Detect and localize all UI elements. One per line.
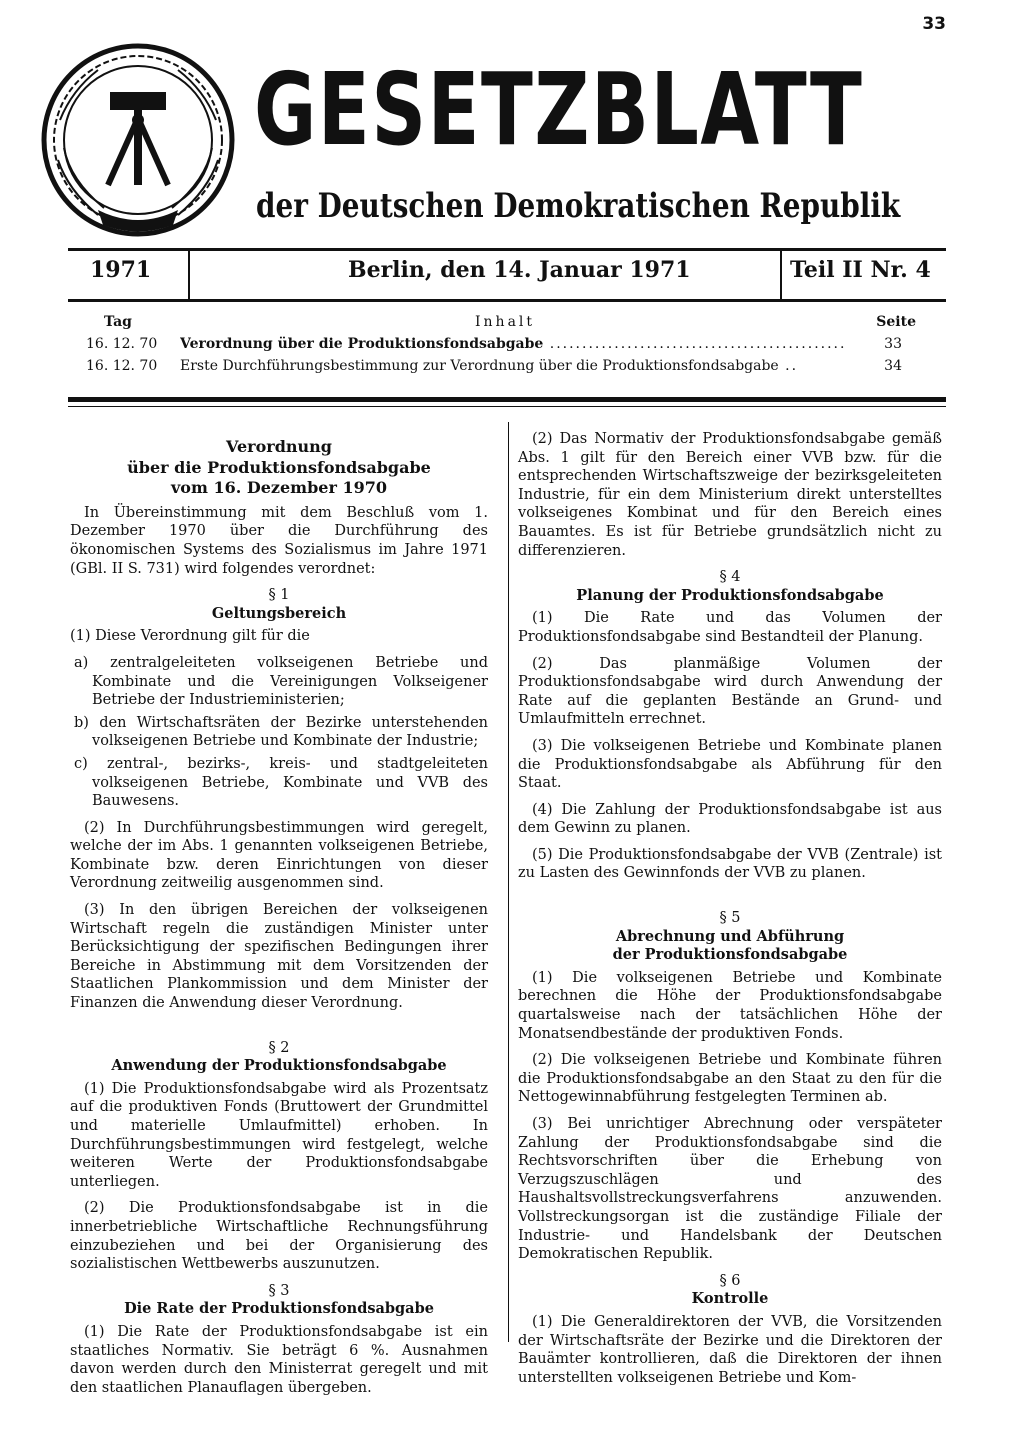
issue-place-date: Berlin, den 14. Januar 1971	[348, 257, 691, 283]
section-heading: der Produktionsfondsabgabe	[612, 946, 848, 964]
issue-info-bar	[68, 248, 946, 302]
paragraph: (3) In den übrigen Bereichen der volkseigenen Wirtschaft regeln die zuständigen Minister unter Berücksichtigung der spezifischen Bedingungen ihrer Bereiche in Abstimmung mit dem Vorsitzenden der Staatlichen Plankommission und dem Minister der Finanzen die Anwendung dieser Verordnung.	[70, 902, 488, 1012]
paragraph: (2) Das planmäßige Volumen der Produktionsfondsabgabe wird durch Anwendung der Rate auf die geplanten Bestände an Grund- und Umlaufmitteln errechnet.	[518, 655, 942, 728]
paragraph: (4) Die Zahlung der Produktionsfondsabgabe ist aus dem Gewinn zu planen.	[518, 801, 942, 837]
paragraph: (1) Die Generaldirektoren der VVB, die Vorsitzenden der Wirtschaftsräte der Bezirke und die Direktoren der Bauämter kontrollieren, daß die Direktoren der ihnen unterstellten volkseigenen Betriebe und Kom-	[518, 1313, 942, 1386]
doc-title: Verordnung	[226, 437, 332, 456]
paragraph: (2) In Durchführungsbestimmungen wird geregelt, welche der im Abs. 1 genannten volkseigenen Betriebe, Kombinate bzw. deren Einrichtungen von dieser Verordnung zeitweilig ausgenommen sind.	[70, 819, 488, 892]
section-sign: § 6	[719, 1272, 741, 1289]
divider	[780, 251, 782, 299]
section-sign: § 5	[719, 910, 741, 927]
section-sign: § 3	[268, 1282, 290, 1299]
toc-entry-title: Verordnung über die Produktionsfondsabgabe ..............................................	[180, 336, 847, 352]
toc-entry[interactable]	[70, 336, 950, 358]
section-heading: Abrechnung und Abführung	[615, 927, 845, 945]
list-item: a) zentralgeleiteten volkseigenen Betriebe und Kombinate und die Vereinigungen Volkseigener Betriebe der Industrieministerien;	[74, 654, 488, 709]
section-heading: Geltungsbereich	[211, 604, 347, 622]
paragraph: (1) Die Rate und das Volumen der Produktionsfondsabgabe sind Bestandteil der Planung.	[518, 610, 942, 645]
list-item: c) zentral-, bezirks-, kreis- und stadtgeleiteten volkseigenen Betriebe, Kombinate und VVB des Bauwesens.	[74, 755, 488, 810]
paragraph: (5) Die Produktionsfondsabgabe der VVB (Zentrale) ist zu Lasten des Gewinnfonds der VVB zu planen.	[518, 846, 942, 882]
toc-header-page: Seite	[876, 314, 916, 330]
left-column	[70, 430, 488, 1405]
section-heading: Die Rate der Produktionsfondsabgabe	[124, 1300, 434, 1318]
section-heading: Kontrolle	[691, 1290, 769, 1308]
section-heading: Planung der Produktionsfondsabgabe	[576, 586, 884, 604]
paragraph: (3) Die volkseigenen Betriebe und Kombinate planen die Produktionsfondsabgabe als Abführung für den Staat.	[518, 737, 942, 792]
section-sign: § 4	[719, 569, 741, 586]
paragraph: (2) Die Produktionsfondsabgabe ist in die innerbetriebliche Wirtschaftliche Rechnungsführung einzubeziehen und bei der Organisierung des sozialistischen Wettbewerbs auszunutzen.	[70, 1200, 488, 1273]
toc-entry-page: 33	[884, 336, 902, 352]
preamble: In Übereinstimmung mit dem Beschluß vom 1. Dezember 1970 über die Durchführung des ökonomischen Systems des Sozialismus im Jahre 1971 (GBl. II S. 731) wird folgendes verordnet:	[70, 504, 488, 577]
separator-rule	[68, 397, 946, 402]
right-column	[518, 430, 942, 1395]
toc-entry-title: Erste Durchführungsbestimmung zur Verordnung über die Produktionsfondsabgabe ..	[180, 358, 799, 374]
page-number: 33	[922, 14, 946, 34]
doc-title: über die Produktionsfondsabgabe	[127, 457, 431, 477]
paragraph: (2) Die volkseigenen Betriebe und Kombinate führen die Produktionsfondsabgabe an den Staat zu den für die Nettogewinnabführung festgelegten Terminen ab.	[518, 1052, 942, 1106]
paragraph: (2) Das Normativ der Produktionsfondsabgabe gemäß Abs. 1 gilt für den Bereich einer VVB bzw. für die entsprechenden Wirtschaftszweige der bezirksgeleiteten Industrie, für ein dem Ministerium direkt unterstelltes volkseigenes Kombinat und für den Bereich eines Bauamtes. Es ist für Betriebe grundsätzlich nicht zu differenzieren.	[518, 431, 942, 559]
masthead-subtitle: der Deutschen Demokratischen Republik	[256, 186, 901, 226]
section-heading: Anwendung der Produktionsfondsabgabe	[111, 1057, 447, 1075]
paragraph: (1) Die Produktionsfondsabgabe wird als Prozentsatz auf die produktiven Fonds (Bruttowert der Grundmittel und materielle Umlaufmittel) erhoben. In Durchführungsbestimmungen wird festgelegt, welche weiteren Werte der Produktionsfondsabgabe unterliegen.	[70, 1080, 488, 1190]
paragraph: (1) Die Rate der Produktionsfondsabgabe ist ein staatliches Normativ. Sie beträgt 6 %. Ausnahmen davon werden durch den Ministerrat geregelt und mit den staatlichen Planauflagen übergeben.	[70, 1323, 488, 1396]
toc-entry-date: 16. 12. 70	[86, 358, 158, 374]
issue-number: Teil II Nr. 4	[790, 257, 931, 283]
list-item: b) den Wirtschaftsräten der Bezirke unterstehenden volkseigenen Betriebe und Kombinate der Industrie;	[74, 714, 488, 750]
column-divider	[508, 422, 509, 1342]
divider	[188, 251, 190, 299]
separator-rule	[68, 406, 946, 407]
toc-header-date: Tag	[104, 314, 132, 330]
section-sign: § 2	[268, 1039, 290, 1056]
toc-entry[interactable]	[70, 358, 950, 380]
issue-year: 1971	[90, 257, 152, 283]
paragraph: (3) Bei unrichtiger Abrechnung oder verspäteter Zahlung der Produktionsfondsabgabe sind die Rechtsvorschriften über die Erhebung von Verzugszuschlägen und des Haushaltsvollstreckungsverfahrens anzuwenden. Vollstreckungsorgan ist die zuständige Filiale der Industrie- und Handelsbank der Deutschen Demokratischen Republik.	[518, 1116, 942, 1263]
state-emblem-icon	[38, 40, 238, 238]
section-sign: § 1	[268, 587, 290, 604]
doc-date: vom 16. Dezember 1970	[170, 478, 388, 498]
masthead-title: GESETZBLATT	[254, 51, 864, 168]
paragraph: (1) Die volkseigenen Betriebe und Kombinate berechnen die Höhe der Produktionsfondsabgabe quartalsweise nach der tatsächlichen Höhe der Monatsendbestände der produktiven Fonds.	[518, 969, 942, 1042]
table-of-contents	[70, 314, 950, 380]
toc-header	[70, 314, 950, 336]
toc-header-contents: Inhalt	[475, 314, 536, 330]
paragraph: (1) Diese Verordnung gilt für die	[70, 628, 310, 645]
toc-entry-date: 16. 12. 70	[86, 336, 158, 352]
toc-entry-page: 34	[884, 358, 902, 374]
